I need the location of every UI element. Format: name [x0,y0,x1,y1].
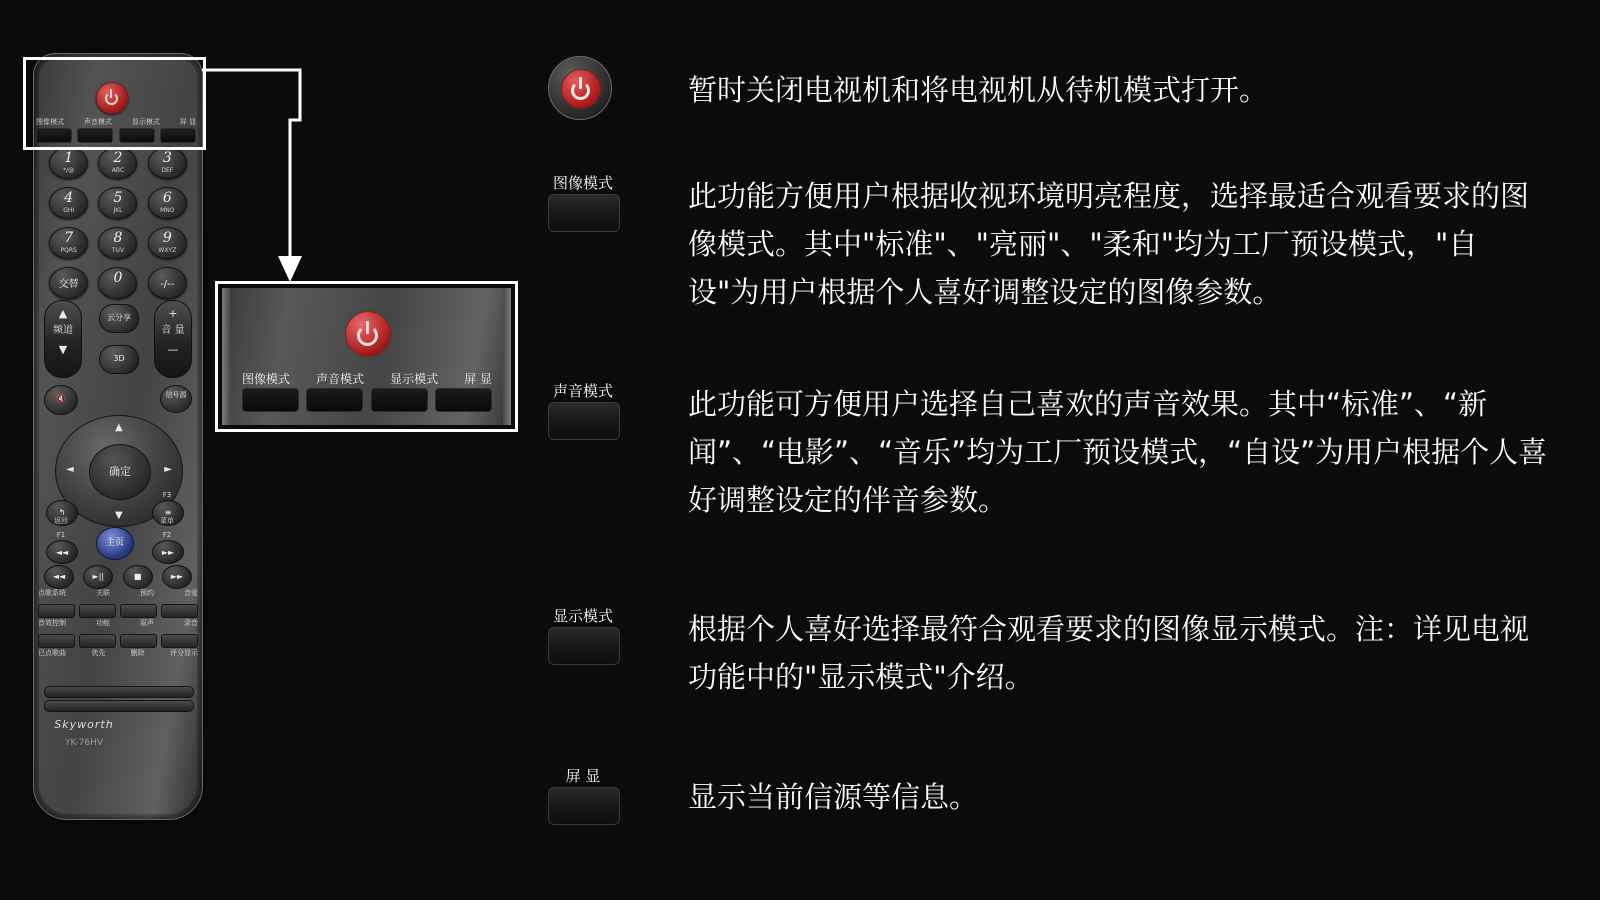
power-icon [561,69,601,109]
key-sub-label: PQRS [60,247,77,254]
remote-key-score-display[interactable] [161,634,198,648]
key-sub-label: TUV [111,247,125,254]
key-sub-label: */@ [63,167,75,174]
remote-f1-label: F1 [56,531,66,539]
key-main-label: 2 [113,150,123,166]
remote-key-record[interactable] [161,604,198,618]
entry-osd-label: 屏 显 [565,767,601,785]
key-sub-label: DEF [161,167,174,174]
label-selected-songs: 已点歌曲 [38,649,66,657]
cloud-share-label: 云分享 [107,313,131,322]
chevron-down-icon: ▼ [58,343,68,356]
key-main-label: 交替 [58,279,79,290]
remote-key-7[interactable] [49,227,88,259]
remote-channel-volume-cluster [44,300,192,378]
key-main-label: 9 [162,230,172,246]
entry-display-mode-label: 显示模式 [552,607,613,625]
label-sound-control: 音效控制 [38,619,66,627]
entry-picture-mode-button[interactable] [548,194,620,232]
remote-key-8[interactable] [98,227,137,259]
remote-media-stop[interactable]: ■ [123,565,153,589]
label-original-voice: 原声 [140,619,154,627]
entry-display-mode-button[interactable] [548,627,620,665]
entry-sound-mode-description: 此功能可方便用户选择自己喜欢的声音效果。其中“标准”、“新闻”、“电影”、“音乐”均为工厂预设模式，“自设”为用户根据个人喜好调整设定的伴音参数。 [688,387,1548,517]
highlight-box-callout [215,281,518,432]
key-sub-label: WXYZ [158,247,177,254]
remote-numpad [44,147,192,299]
callout-label-sound-mode: 声音模式 [316,372,365,386]
dpad-down-icon[interactable]: ▼ [115,510,123,521]
channel-label: 频道 [53,325,73,336]
label-function: 功能 [96,619,110,627]
remote-media-forward[interactable]: ►► [162,565,192,589]
remote-function-row-3-labels [38,648,198,658]
label-score-display: 评分显示 [169,649,198,657]
remote-key-selected-songs[interactable] [38,634,75,648]
remote-label-picture-mode: 图像模式 [36,118,64,126]
callout-label-osd: 屏 显 [464,372,492,386]
remote-label-display-mode: 显示模式 [131,118,160,126]
remote-media-playpause[interactable]: ►|| [83,565,113,589]
minus-icon: — [167,343,179,356]
remote-next-track-button[interactable]: ►► [152,540,184,564]
remote-key-priority[interactable] [79,634,116,648]
remote-media-row [44,565,192,589]
key-sub-label: ABC [111,167,125,174]
label-priority: 优先 [91,649,106,657]
remote-long-key-1[interactable] [44,686,194,698]
key-main-label: 4 [64,190,74,206]
remote-function-row-3 [38,634,198,648]
label-delete: 删除 [130,649,145,657]
remote-back-button[interactable]: ↰ [46,500,78,526]
remote-channel-rocker[interactable] [44,300,82,378]
key-main-label: 8 [113,230,123,246]
remote-key-cloud-share[interactable] [99,304,139,333]
label-link: 关联 [96,589,110,597]
remote-key-2[interactable] [98,147,137,179]
remote-media-rewind[interactable]: ◄◄ [44,565,74,589]
remote-mute-button[interactable] [44,385,78,415]
entry-osd-button[interactable] [548,787,620,825]
remote-media-labels [38,588,198,598]
remote-function-row-2 [38,604,198,618]
key-main-label: 3 [162,150,172,166]
remote-menu-button[interactable]: ≡ [152,500,184,526]
remote-key-delete[interactable] [120,634,157,648]
remote-key-3[interactable] [148,147,187,179]
entry-sound-mode-label: 声音模式 [552,382,613,400]
remote-label-osd: 屏 显 [179,118,196,126]
dpad-up-icon[interactable]: ▲ [115,422,123,433]
remote-key-alternate[interactable] [49,267,88,299]
three-d-label: 3D [113,354,125,363]
dpad-left-icon[interactable]: ◄ [66,464,74,475]
remote-f3-label: F3 [162,491,172,499]
remote-key-9[interactable] [148,227,187,259]
entry-osd-description: 显示当前信源等信息。 [688,780,979,814]
key-main-label: -/-- [160,279,175,290]
mute-icon: 🔇 [56,394,66,403]
remote-function-row-2-labels [38,618,198,628]
remote-key-6[interactable] [148,187,187,219]
remote-key-4[interactable] [49,187,88,219]
remote-key-5[interactable] [98,187,137,219]
key-main-label: 7 [64,230,74,246]
remote-model: YK-76HV [64,738,104,748]
remote-menu-label: 菜单 [160,517,174,525]
remote-label-sound-mode: 声音模式 [83,118,112,126]
remote-source-button[interactable] [160,385,192,413]
remote-brand: Skyworth [54,718,114,731]
plus-icon: + [168,307,178,320]
callout-connector [190,60,540,310]
remote-ok-button[interactable]: 确定 [89,444,151,500]
entry-power-description: 暂时关闭电视机和将电视机从待机模式打开。 [688,73,1269,107]
remote-key-function[interactable] [79,604,116,618]
remote-long-key-2[interactable] [44,700,194,712]
key-main-label: 6 [162,190,172,206]
entry-display-mode-description: 根据个人喜好选择最符合观看要求的图像显示模式。注：详见电视功能中的"显示模式"介绍。 [688,612,1530,694]
entry-picture-mode-label: 图像模式 [552,174,613,192]
dpad-right-icon[interactable]: ► [164,464,172,475]
key-sub-label: JKL [113,207,123,214]
key-sub-label: MNO [160,207,175,214]
remote-key-0[interactable] [98,267,137,299]
remote-f2-label: F2 [162,531,172,539]
entry-sound-mode-button[interactable] [548,402,620,440]
key-sub-label: GHI [63,207,75,214]
volume-label: 音 量 [161,325,185,336]
label-karaoke-system: 点歌系统 [38,589,66,597]
highlight-box-remote-top [23,57,206,150]
callout-label-picture-mode: 图像模式 [242,372,291,386]
label-favorite: 音爱 [184,589,198,597]
remote-back-label: 返回 [54,517,68,525]
remote-home-button[interactable]: 主页 [96,527,134,560]
remote-volume-rocker[interactable] [154,300,192,378]
remote-key-original-voice[interactable] [120,604,157,618]
key-main-label: 1 [64,150,74,166]
source-label: 信号源 [165,391,187,399]
label-record: 录音 [184,619,198,627]
remote-key-3d[interactable] [99,345,139,374]
label-reserve: 预约 [140,589,154,597]
callout-label-display-mode: 显示模式 [390,372,439,386]
key-main-label: 0 [113,270,123,286]
chevron-up-icon: ▲ [58,307,68,320]
remote-key-1[interactable] [49,147,88,179]
remote-key-sound-control[interactable] [38,604,75,618]
remote-prev-track-button[interactable]: ◄◄ [46,540,78,564]
entry-icon-power[interactable] [548,56,612,120]
entry-picture-mode-description: 此功能方便用户根据收视环境明亮程度，选择最适合观看要求的图像模式。其中"标准"、"亮丽"、"柔和"均为工厂预设模式，"自设"为用户根据个人喜好调整设定的图像参数。 [688,179,1530,309]
remote-key-dash[interactable] [148,267,187,299]
key-main-label: 5 [113,190,123,206]
